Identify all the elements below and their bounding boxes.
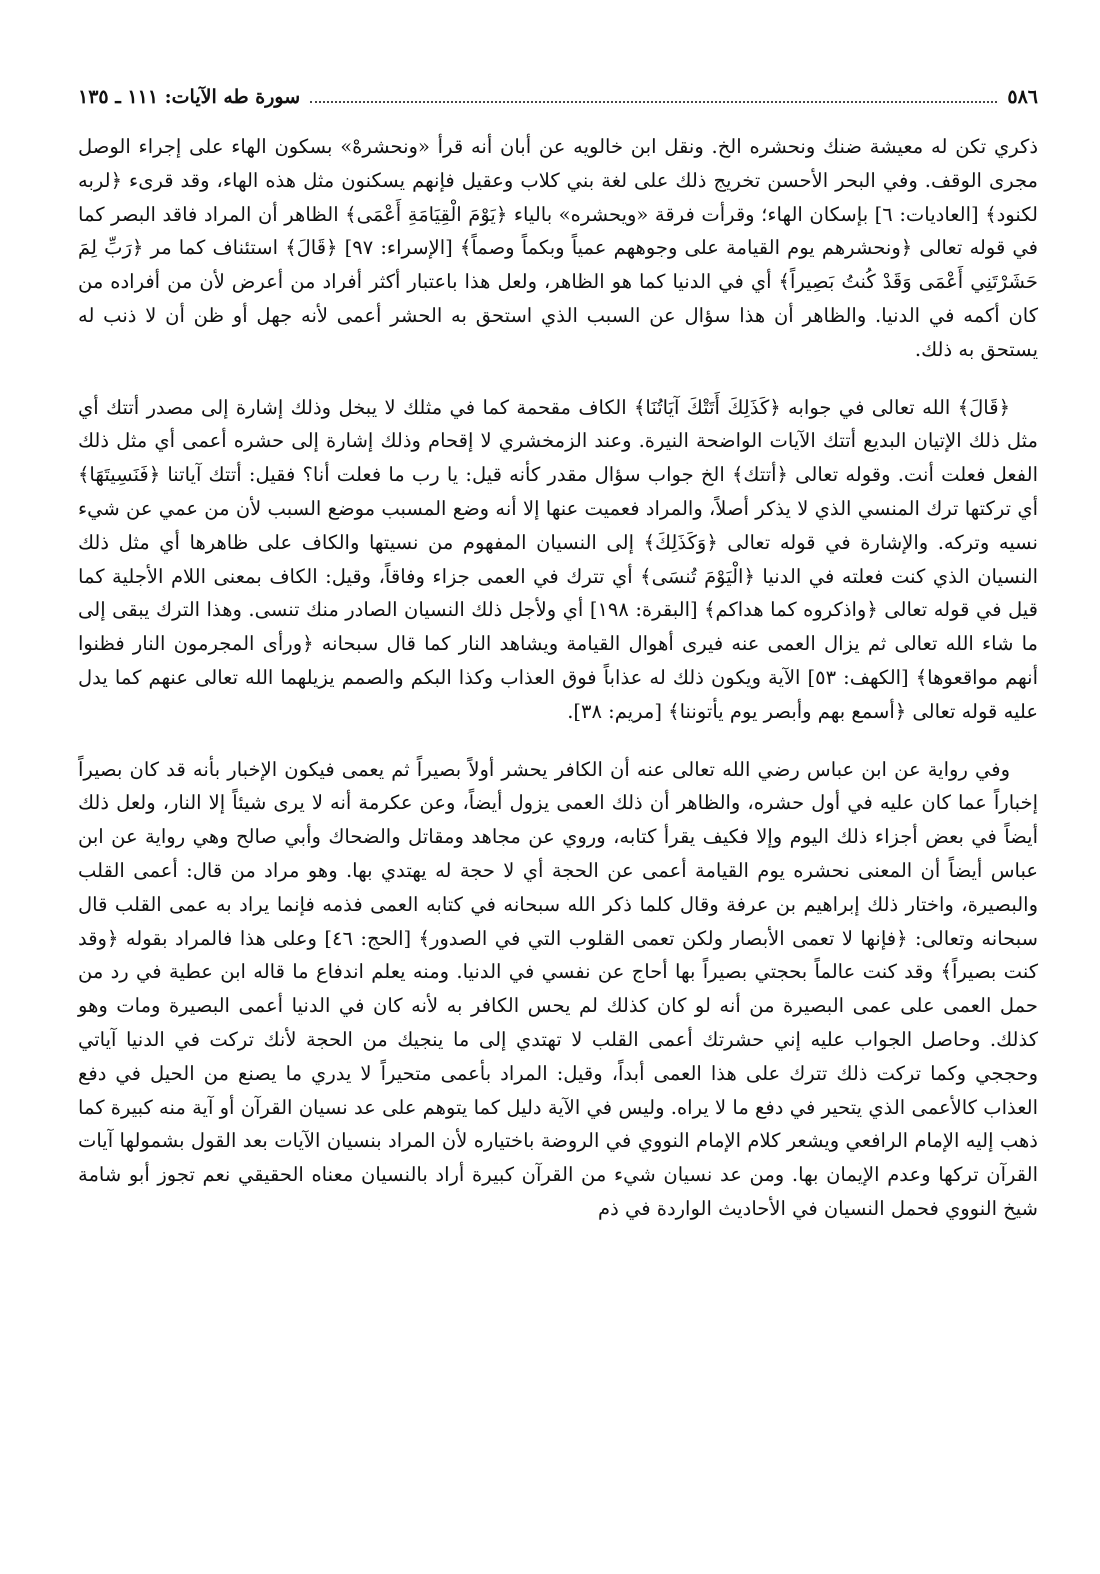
paragraph-1: ذكري تكن له معيشة ضنك ونحشره الخ. ونقل ابن خالويه عن أبان أنه قرأ «ونحشرهْ» بسكون الهاء على إجراء الوصل مجرى الوقف. وفي البحر الأحسن تخريج ذلك على لغة بني كلاب وعقيل فإنهم يسكنون مثل هذه الهاء، وقد قرىء ﴿لربه لكنود﴾ [العاديات: ٦] بإسكان الهاء؛ وقرأت فرقة «ويحشره» بالياء ﴿يَوْمَ الْقِيَامَةِ أَعْمَى﴾ الظاهر أن المراد فاقد البصر كما في قوله تعالى ﴿ونحشرهم يوم القيامة على وجوههم عمياً وبكماً وصماً﴾ [الإسراء: ٩٧] ﴿قَالَ﴾ استئناف كما مر ﴿رَبِّ لِمَ حَشَرْتَنِي أَعْمَى وَقَدْ كُنتُ بَصِيراً﴾ أي في الدنيا كما هو الظاهر، ولعل هذا باعتبار أكثر أفراد من أعرض لأن من أفراده من كان أكمه في الدنيا. والظاهر أن هذا سؤال عن السبب الذي استحق به الحشر أعمى لأنه جهل أو ظن أن لا ذنب له يستحق به ذلك. <box>78 135 1039 361</box>
running-title: سورة طه الآيات: ١١١ ـ ١٣٥ <box>78 86 301 108</box>
page-header <box>78 86 1038 120</box>
document-page <box>78 86 1038 1226</box>
header-dotted-leader <box>310 101 997 103</box>
paragraph-3: وفي رواية عن ابن عباس رضي الله تعالى عنه أن الكافر يحشر أولاً بصيراً ثم يعمى فيكون الإخبار بأنه قد كان بصيراً إخباراً عما كان عليه في أول حشره، والظاهر أن ذلك العمى يزول أيضاً، وعن عكرمة أنه لا يرى شيئاً إلا النار، ولعل ذلك أيضاً في بعض أجزاء ذلك اليوم وإلا فكيف يقرأ كتابه، وروي عن مجاهد ومقاتل والضحاك وأبي صالح وهي رواية عن ابن عباس أيضاً أن المعنى نحشره يوم القيامة أعمى عن الحجة أي لا حجة له يهتدي بها. وهو مراد من قال: أعمى القلب والبصيرة، واختار ذلك إبراهيم بن عرفة وقال كلما ذكر الله سبحانه في كتابه العمى فذمه فإنما يراد به عمى القلب قال سبحانه وتعالى: ﴿فإنها لا تعمى الأبصار ولكن تعمى القلوب التي في الصدور﴾ [الحج: ٤٦] وعلى هذا فالمراد بقوله ﴿وقد كنت بصيراً﴾ وقد كنت عالماً بحجتي بصيراً بها أحاج عن نفسي في الدنيا. ومنه يعلم اندفاع ما قاله ابن عطية في رد من حمل العمى على عمى البصيرة من أنه لو كان كذلك لم يحس الكافر به لأنه كان في الدنيا أعمى البصيرة ومات وهو كذلك. وحاصل الجواب عليه إني حشرتك أعمى القلب لا تهتدي إلى ما ينجيك من الحجة لأنك تركت في الدنيا آياتي وحججي وكما تركت ذلك تترك على هذا العمى أبداً، وقيل: المراد بأعمى متحيراً لا يدري ما يصنع من الحيل في دفع العذاب كالأعمى الذي يتحير في دفع ما لا يراه. وليس في الآية دليل كما يتوهم على عد نسيان القرآن أو آية منه كبيرة كما ذهب إليه الإمام الرافعي ويشعر كلام الإمام النووي في الروضة باختياره لأن المراد بنسيان الآيات بعد القول بشمولها آيات القرآن تركها وعدم الإيمان بها. ومن عد نسيان شيء من القرآن كبيرة أراد بالنسيان معناه الحقيقي نعم تجوز أبو شامة شيخ النووي فحمل النسيان في الأحاديث الواردة في ذم <box>78 757 1038 1220</box>
page-number: ٥٨٦ <box>1007 86 1038 108</box>
paragraph-2: ﴿قَالَ﴾ الله تعالى في جوابه ﴿كَذَلِكَ أَتَتْكَ آيَاتُنَا﴾ الكاف مقحمة كما في مثلك لا يبخل وذلك إشارة إلى مصدر أتتك أي مثل ذلك الإتيان البديع أتتك الآيات الواضحة النيرة. وعند الزمخشري لا إقحام وذلك إشارة إلى حشره أعمى أي مثل ذلك الفعل فعلت أنت. وقوله تعالى ﴿أتتك﴾ الخ جواب سؤال مقدر كأنه قيل: يا رب ما فعلت أنا؟ فقيل: أتتك آياتنا ﴿فَنَسِيتَهَا﴾ أي تركتها ترك المنسي الذي لا يذكر أصلاً، والمراد فعميت عنها إلا أنه وضع المسبب موضع السبب لأن من عمي عن شيء نسيه وتركه. والإشارة في قوله تعالى ﴿وَكَذَلِكَ﴾ إلى النسيان المفهوم من نسيتها والكاف على ظاهرها أي مثل ذلك النسيان الذي كنت فعلته في الدنيا ﴿الْيَوْمَ تُنسَى﴾ أي تترك في العمى جزاء وفاقاً، وقيل: الكاف بمعنى اللام الأجلية كما قيل في قوله تعالى ﴿واذكروه كما هداكم﴾ [البقرة: ١٩٨] أي ولأجل ذلك النسيان الصادر منك تنسى. وهذا الترك يبقى إلى ما شاء الله تعالى ثم يزال العمى عنه فيرى أهوال القيامة ويشاهد النار كما قال سبحانه ﴿ورأى المجرمون النار فظنوا أنهم مواقعوها﴾ [الكهف: ٥٣] الآية ويكون ذلك له عذاباً فوق العذاب وكذا البكم والصمم يزيلهما الله تعالى عنهم كما يدل عليه قوله تعالى ﴿أسمع بهم وأبصر يوم يأتوننا﴾ [مريم: ٣٨]. <box>78 395 1038 723</box>
